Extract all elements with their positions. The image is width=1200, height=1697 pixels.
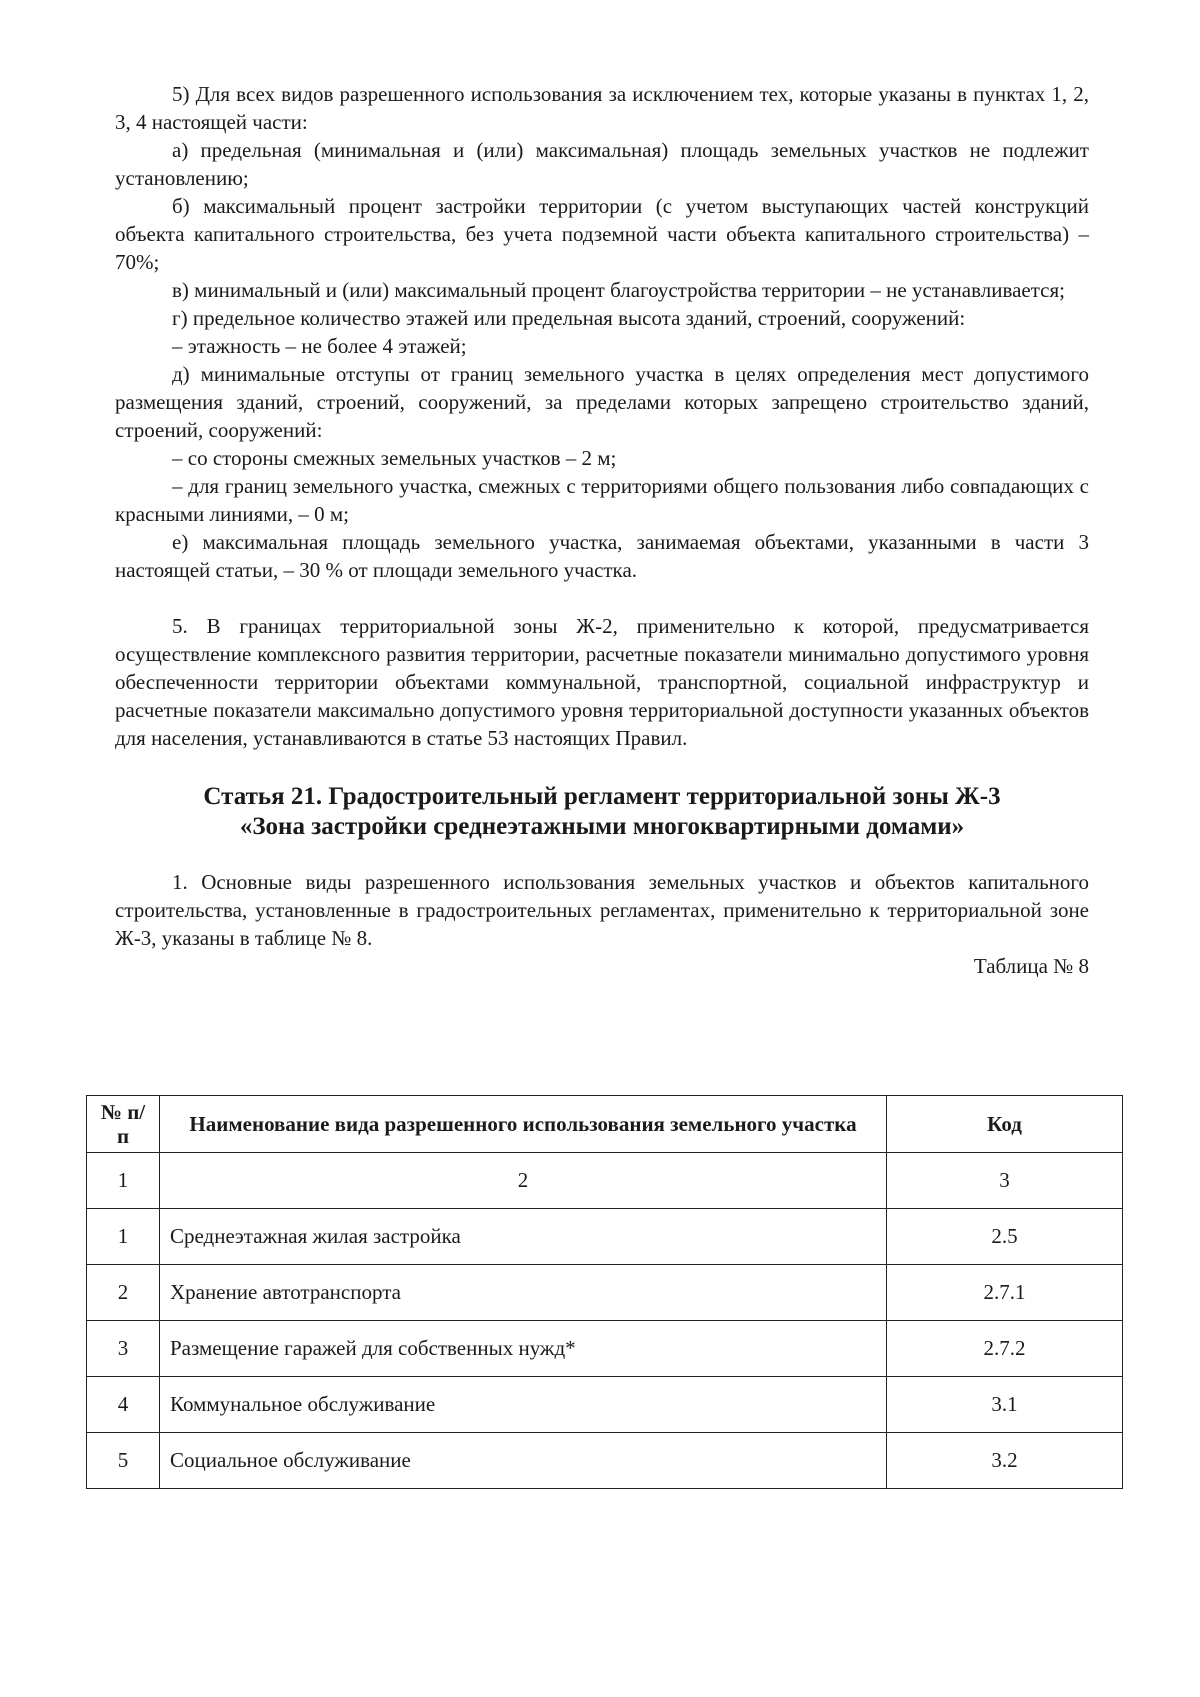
article-heading-line2: «Зона застройки среднеэтажными многоквартирными домами» (239, 813, 965, 840)
table-header-row (87, 1096, 1123, 1153)
row-code: 2.7.2 (887, 1321, 1123, 1377)
table-caption: Таблица № 8 (973, 954, 1089, 978)
row-num: 2 (87, 1265, 160, 1321)
land-use-table (86, 1095, 1123, 1489)
table-row (87, 1265, 1123, 1321)
document-page (115, 80, 1089, 980)
article-heading-line1: Статья 21. Градостроительный регламент территориальной зоны Ж-3 (203, 783, 1001, 810)
paragraph-b: б) максимальный процент застройки территории (с учетом выступающих частей конструкций объекта капитального строительства, без учета подземной части объекта капитального строительства) – 70%; (115, 194, 1089, 274)
paragraph-v: в) минимальный и (или) максимальный процент благоустройства территории – не устанавливается; (172, 278, 1065, 302)
row-code: 2.7.1 (887, 1265, 1123, 1321)
header-name: Наименование вида разрешенного использования земельного участка (160, 1096, 887, 1153)
paragraph-d: д) минимальные отступы от границ земельного участка в целях определения мест допустимого размещения зданий, строений, сооружений, за пределами которых запрещено строительство зданий, строений, сооружений: (115, 362, 1089, 442)
row-num: 3 (87, 1321, 160, 1377)
article-paragraph-1: 1. Основные виды разрешенного использования земельных участков и объектов капитального строительства, установленные в градостроительных регламентах, применительно к территориальной зоне Ж-3, указаны в таблице № 8. (115, 870, 1089, 950)
header-num: № п/п (87, 1096, 160, 1153)
paragraph-a: а) предельная (минимальная и (или) максимальная) площадь земельных участков не подлежит установлению; (115, 138, 1089, 190)
header-code: Код (887, 1096, 1123, 1153)
row-name: Размещение гаражей для собственных нужд* (160, 1321, 887, 1377)
row-code: 3.2 (887, 1433, 1123, 1489)
table-row (87, 1209, 1123, 1265)
paragraph-5-zh2: 5. В границах территориальной зоны Ж-2, применительно к которой, предусматривается осуществление комплексного развития территории, расчетные показатели минимально допустимого уровня обеспеченности территории объектами коммунальной, транспортной, социальной инфраструктур и расчетные показатели максимально допустимого уровня территориальной доступности указанных объектов для населения, устанавливаются в статье 53 настоящих Правил. (115, 614, 1089, 750)
table-index-row (87, 1153, 1123, 1209)
table-row (87, 1321, 1123, 1377)
paragraph-setback-adjacent: – со стороны смежных земельных участков – 2 м; (172, 446, 617, 470)
paragraph-item-5: 5) Для всех видов разрешенного использования за исключением тех, которые указаны в пунктах 1, 2, 3, 4 настоящей части: (115, 82, 1089, 134)
index-cell: 1 (87, 1153, 160, 1209)
index-cell: 2 (160, 1153, 887, 1209)
row-code: 2.5 (887, 1209, 1123, 1265)
row-name: Коммунальное обслуживание (160, 1377, 887, 1433)
article-heading (115, 782, 1089, 842)
row-name: Хранение автотранспорта (160, 1265, 887, 1321)
paragraph-floors: – этажность – не более 4 этажей; (172, 334, 467, 358)
paragraph-e: е) максимальная площадь земельного участка, занимаемая объектами, указанными в части 3 настоящей статьи, – 30 % от площади земельного участка. (115, 530, 1089, 582)
table-row (87, 1433, 1123, 1489)
row-num: 4 (87, 1377, 160, 1433)
row-name: Среднеэтажная жилая застройка (160, 1209, 887, 1265)
table-row (87, 1377, 1123, 1433)
paragraph-g: г) предельное количество этажей или предельная высота зданий, строений, сооружений: (172, 306, 966, 330)
row-num: 5 (87, 1433, 160, 1489)
paragraph-setback-red-lines: – для границ земельного участка, смежных с территориями общего пользования либо совпадающих с красными линиями, – 0 м; (115, 474, 1089, 526)
row-name: Социальное обслуживание (160, 1433, 887, 1489)
row-num: 1 (87, 1209, 160, 1265)
index-cell: 3 (887, 1153, 1123, 1209)
row-code: 3.1 (887, 1377, 1123, 1433)
